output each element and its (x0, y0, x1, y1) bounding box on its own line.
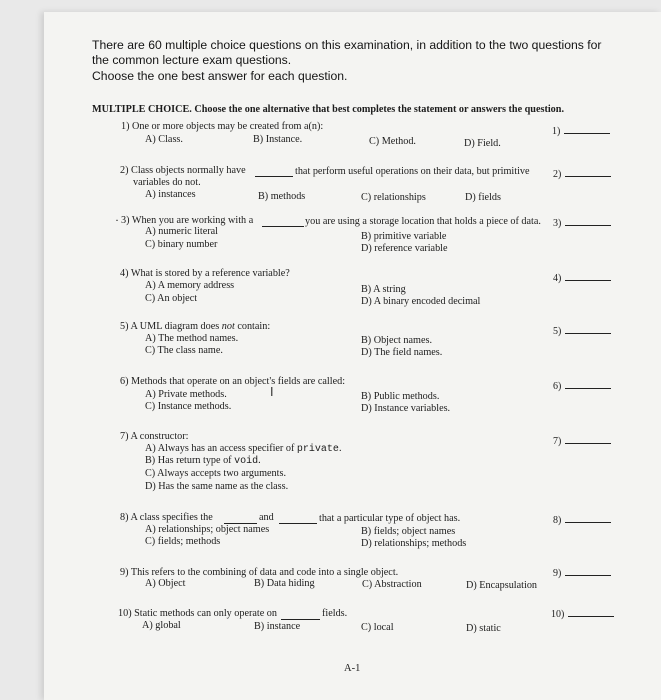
question-stem-part-3: variables do not. (133, 177, 201, 188)
answer-label: 3) (553, 218, 562, 229)
option-c: C) An object (145, 293, 198, 304)
answer-label: 1) (552, 126, 561, 137)
option-a: A) instances (145, 189, 196, 200)
option-a: A) The method names. (145, 333, 239, 344)
option-b: B) Data hiding (254, 578, 315, 589)
fill-in-blank (281, 608, 320, 620)
question-stem-part-2: and (259, 512, 274, 523)
answer-blank[interactable] (553, 273, 611, 284)
exam-page (44, 12, 661, 700)
option-a: A) A memory address (145, 280, 235, 291)
option-c: C) binary number (145, 239, 218, 250)
option-b: B) instance (254, 621, 301, 632)
option-c: C) fields; methods (145, 536, 221, 547)
answer-blank[interactable] (553, 381, 611, 392)
question-stem-part-1: 10) Static methods can only operate on (118, 608, 277, 619)
answer-label: 2) (553, 169, 562, 180)
answer-label: 9) (553, 568, 562, 579)
question-stem: 6) Methods that operate on an object's fields are called: (120, 376, 346, 387)
option-d: D) reference variable (361, 243, 448, 254)
answer-blank[interactable] (553, 436, 611, 447)
answer-label: 10) (551, 609, 565, 620)
section-header: MULTIPLE CHOICE. Choose the one alternative that best completes the statement or answers the question. (92, 104, 564, 115)
option-b: B) primitive variable (361, 231, 447, 242)
option-b: B) fields; object names (361, 526, 456, 537)
option-c: C) Method. (369, 136, 416, 147)
option-a: A) Private methods. (145, 389, 227, 400)
option-d: D) fields (465, 192, 501, 203)
option-b: B) Object names. (361, 335, 433, 346)
option-d: D) Encapsulation (466, 580, 538, 591)
option-text: B) Has return type of (145, 455, 235, 466)
question-stem-part-2: you are using a storage location that holds a piece of data. (305, 216, 541, 227)
question-stem: 4) What is stored by a reference variable? (120, 268, 290, 279)
answer-blank[interactable] (553, 568, 611, 579)
question-stem-part-1: 3) When you are working with a (121, 215, 254, 226)
option-b: B) A string (361, 284, 406, 295)
stem-text: 5) A UML diagram does (120, 321, 222, 332)
option-a: A) numeric literal (145, 226, 218, 237)
option-code: void (234, 456, 259, 467)
question-stem: 1) One or more objects may be created from a(n): (121, 121, 324, 132)
option-d: D) A binary encoded decimal (361, 296, 481, 307)
answer-label: 5) (553, 326, 562, 337)
option-a (145, 443, 341, 455)
answer-blank[interactable] (553, 515, 611, 526)
intro-line-2: the common lecture exam questions. (92, 53, 292, 67)
question-stem-part-2: fields. (322, 608, 348, 619)
answer-label: 7) (553, 436, 562, 447)
answer-label: 8) (553, 515, 562, 526)
option-a: A) relationships; object names (145, 524, 270, 535)
option-c: C) The class name. (145, 345, 223, 356)
answer-blank[interactable] (551, 609, 614, 620)
answer-label: 6) (553, 381, 562, 392)
fill-in-blank (262, 215, 304, 227)
question-stem: 7) A constructor: (120, 431, 189, 442)
option-c: C) relationships (361, 192, 426, 203)
option-end: . (338, 443, 342, 454)
stem-emphasis: not (221, 321, 235, 332)
text-cursor-icon: I (270, 385, 274, 399)
question-stem: 9) This refers to the combining of data and code into a single object. (120, 567, 399, 578)
option-a: A) global (142, 620, 181, 631)
answer-blank[interactable] (553, 218, 611, 229)
option-c: C) local (361, 622, 394, 633)
option-a: A) Object (145, 578, 186, 589)
option-c: C) Instance methods. (145, 401, 232, 412)
option-d: D) relationships; methods (361, 538, 467, 549)
intro-line-3: Choose the one best answer for each question. (92, 69, 348, 83)
option-d: D) The field names. (361, 347, 443, 358)
intro-line-1: There are 60 multiple choice questions on this examination, in addition to the two questions for (92, 38, 602, 52)
answer-label: 4) (553, 273, 562, 284)
option-text: A) Always has an access specifier of (145, 443, 297, 454)
question-stem-part-1: 8) A class specifies the (120, 512, 213, 523)
option-c: C) Always accepts two arguments. (145, 468, 286, 479)
answer-blank[interactable] (553, 169, 611, 180)
stem-text-end: contain: (234, 321, 271, 332)
option-d: D) Field. (464, 138, 501, 149)
option-b: B) Public methods. (361, 391, 440, 402)
fill-in-blank (255, 165, 293, 177)
fill-in-blank-1 (224, 512, 257, 524)
question-stem-part-1: 2) Class objects normally have (120, 165, 246, 176)
question-stem (120, 321, 270, 332)
option-code: private (296, 444, 339, 455)
answer-blank[interactable] (553, 326, 611, 337)
option-b: B) Instance. (253, 134, 303, 145)
option-end: . (258, 455, 261, 466)
fill-in-blank-2 (279, 512, 317, 524)
option-d: D) Instance variables. (361, 403, 451, 414)
option-a: A) Class. (145, 134, 183, 145)
question-stem-part-3: that a particular type of object has. (319, 513, 461, 524)
option-c: C) Abstraction (362, 579, 422, 590)
bullet-mark: · (115, 213, 119, 227)
option-b (145, 455, 261, 467)
option-d: D) static (466, 623, 501, 634)
option-b: B) methods (258, 191, 306, 202)
page-number: A-1 (344, 663, 361, 674)
option-d: D) Has the same name as the class. (145, 481, 289, 492)
answer-blank[interactable] (552, 126, 610, 137)
question-stem-part-2: that perform useful operations on their data, but primitive (295, 166, 530, 177)
